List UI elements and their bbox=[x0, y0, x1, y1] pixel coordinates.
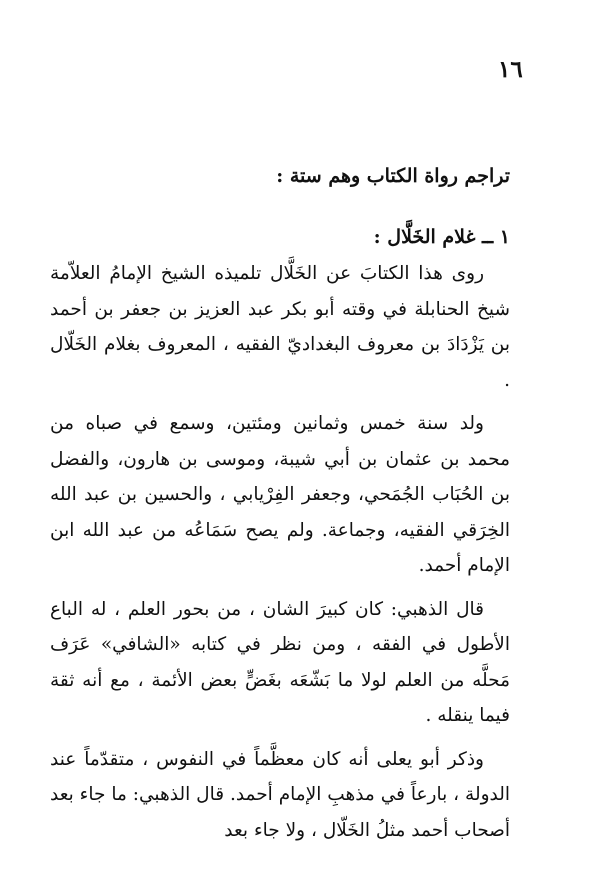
paragraph-4: وذكر أبو يعلى أنه كان معظَّماً في النفوس ، متقدّماً عند الدولة ، بارعاً في مذهبِ الإمام أحمد. قال الذهبي: ما جاء بعد أصحاب أحمد مثلُ الخَلّال ، ولا جاء بعد bbox=[50, 748, 510, 841]
body-text bbox=[50, 256, 510, 848]
subsection-title: ١ ــ غلام الخَلَّال : bbox=[373, 226, 510, 248]
paragraph-1: روى هذا الكتابَ عن الخَلَّال تلميذه الشيخ الإمامُ العلاّمة شيخ الحنابلة في وقته أبو بكر عبد العزيز بن جعفر بن أحمد بن يَزْدَادَ بن معروف البغداديّ الفقيه ، المعروف بغلام الخَلّال . bbox=[50, 263, 510, 391]
section-title: تراجم رواة الكتاب وهم ستة : bbox=[276, 165, 510, 187]
paragraph-3: قال الذهبي: كان كبيرَ الشان ، من بحور العلم ، له الباع الأطول في الفقه ، ومن نظر في كتابه «الشافي» عَرَف مَحلَّه من العلم لولا ما بَشّعَه بغَضٍّ بعض الأئمة ، مع أنه ثقة فيما ينقله . bbox=[50, 598, 510, 726]
paragraph-2: ولد سنة خمس وثمانين ومئتين، وسمع في صباه من محمد بن عثمان بن أبي شيبة، وموسى بن هارون، والفضل بن الحُبَاب الجُمَحي، وجعفر الفِرْيابي ، والحسين بن عبد الله الخِرَقي الفقيه، وجماعة. ولم يصح سَمَاعُه من عبد الله ابن الإمام أحمد. bbox=[50, 413, 510, 576]
page-number: ١٦ bbox=[498, 56, 523, 83]
